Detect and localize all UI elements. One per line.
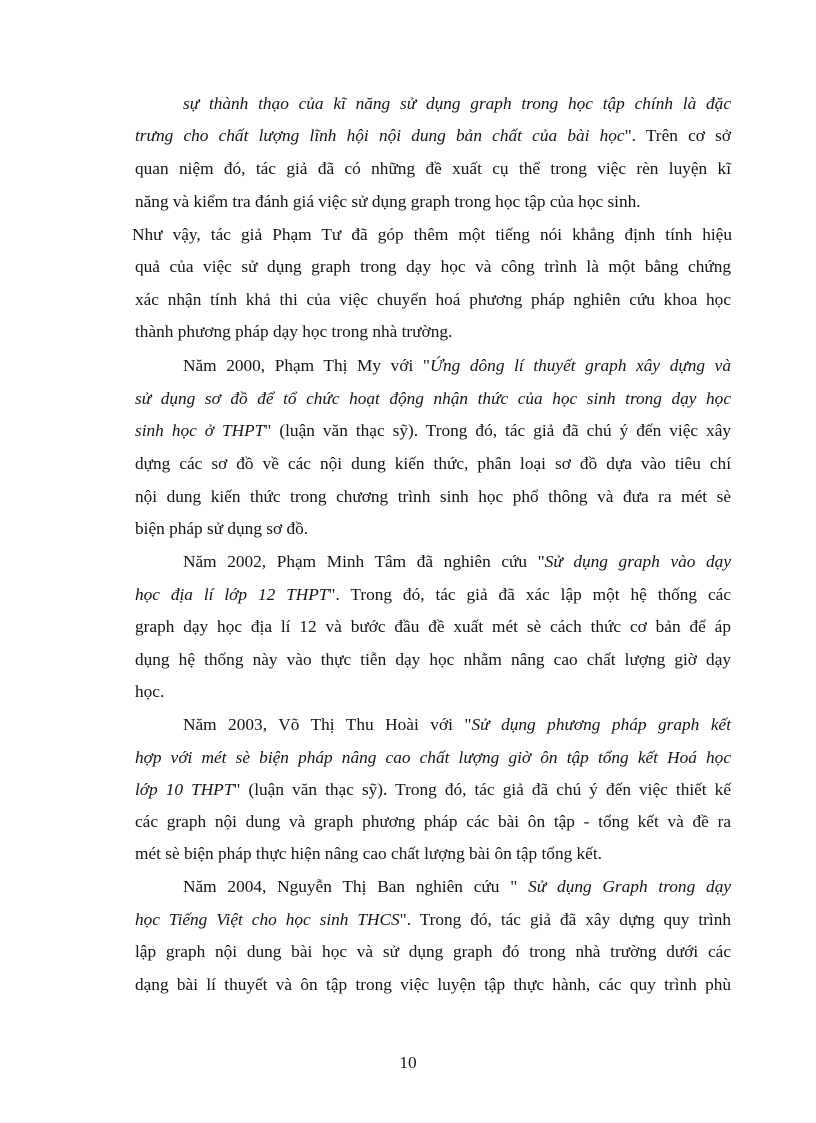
text-line: lớp 10 THPT" (luận văn thạc sỹ). Trong đó, tác giả đã chú ý đến việc thiết kế xyxy=(135,780,731,799)
text-line: thành phương pháp dạy học trong nhà trường. xyxy=(135,322,453,341)
text-line: trưng cho chất lượng lĩnh hội nội dung bản chất của bài học". Trên cơ sở xyxy=(135,126,731,145)
text-line: dựng các sơ đồ về các nội dung kiến thức, phân loại sơ đồ dựa vào tiêu chí xyxy=(135,454,731,473)
text-line: hợp với mét sè biện pháp nâng cao chất lượng giờ ôn tập tổng kết Hoá học xyxy=(135,748,731,767)
text-line: mét sè biện pháp thực hiện nâng cao chất lượng bài ôn tập tổng kết. xyxy=(135,844,602,863)
text-line: Năm 2002, Phạm Minh Tâm đã nghiên cứu "Sử dụng graph vào dạy xyxy=(183,552,731,571)
text-line: học địa lí lớp 12 THPT". Trong đó, tác giả đã xác lập một hệ thống các xyxy=(135,585,731,604)
text-line: lập graph nội dung bài học và sử dụng graph đó trong nhà trường dưới các xyxy=(135,942,731,961)
page-number: 10 xyxy=(399,1053,417,1072)
text-line: sự thành thạo của kĩ năng sử dụng graph trong học tập chính là đặc xyxy=(183,94,731,113)
text-line: học. xyxy=(135,682,165,701)
text-line: dạng bài lí thuyết và ôn tập trong việc luyện tập thực hành, các quy trình phù xyxy=(135,975,731,994)
text-line: quả của việc sử dụng graph trong dạy học và công trình là một bằng chứng xyxy=(135,257,731,276)
text-line: quan niệm đó, tác giả đã có những đề xuất cụ thể trong việc rèn luyện kĩ xyxy=(135,159,731,178)
text-line: xác nhận tính khả thi của việc chuyển hoá phương pháp nghiên cứu khoa học xyxy=(135,290,731,309)
text-line: sử dụng sơ đồ để tổ chức hoạt động nhận thức của học sinh trong dạy học xyxy=(135,389,731,408)
text-line: học Tiếng Việt cho học sinh THCS". Trong đó, tác giả đã xây dựng quy trình xyxy=(135,910,731,929)
text-line: Năm 2003, Võ Thị Thu Hoài với "Sử dụng phương pháp graph kết xyxy=(183,715,731,734)
text-line: graph dạy học địa lí 12 và bước đầu đề xuất mét sè cách thức cơ bản để áp xyxy=(135,617,731,636)
text-line: Năm 2000, Phạm Thị My với "Ứng dông lí thuyết graph xây dựng và xyxy=(183,356,731,375)
text-line: sinh học ở THPT" (luận văn thạc sỹ). Trong đó, tác giả đã chú ý đến việc xây xyxy=(135,421,732,440)
text-line: biện pháp sử dụng sơ đồ. xyxy=(135,519,309,538)
text-line: Như vậy, tác giả Phạm Tư đã góp thêm một tiếng nói khẳng định tính hiệu xyxy=(132,225,732,244)
text-line: các graph nội dung và graph phương pháp các bài ôn tập - tổng kết và đề ra xyxy=(135,812,731,831)
text-line: năng và kiểm tra đánh giá việc sử dụng graph trong học tập của học sinh. xyxy=(135,192,641,211)
text-line: nội dung kiến thức trong chương trình sinh học phổ thông và đưa ra mét sè xyxy=(135,487,731,506)
text-line: Năm 2004, Nguyễn Thị Ban nghiên cứu " Sử dụng Graph trong dạy xyxy=(183,877,732,896)
text-line: dụng hệ thống này vào thực tiễn dạy học nhằm nâng cao chất lượng giờ dạy xyxy=(135,650,731,669)
